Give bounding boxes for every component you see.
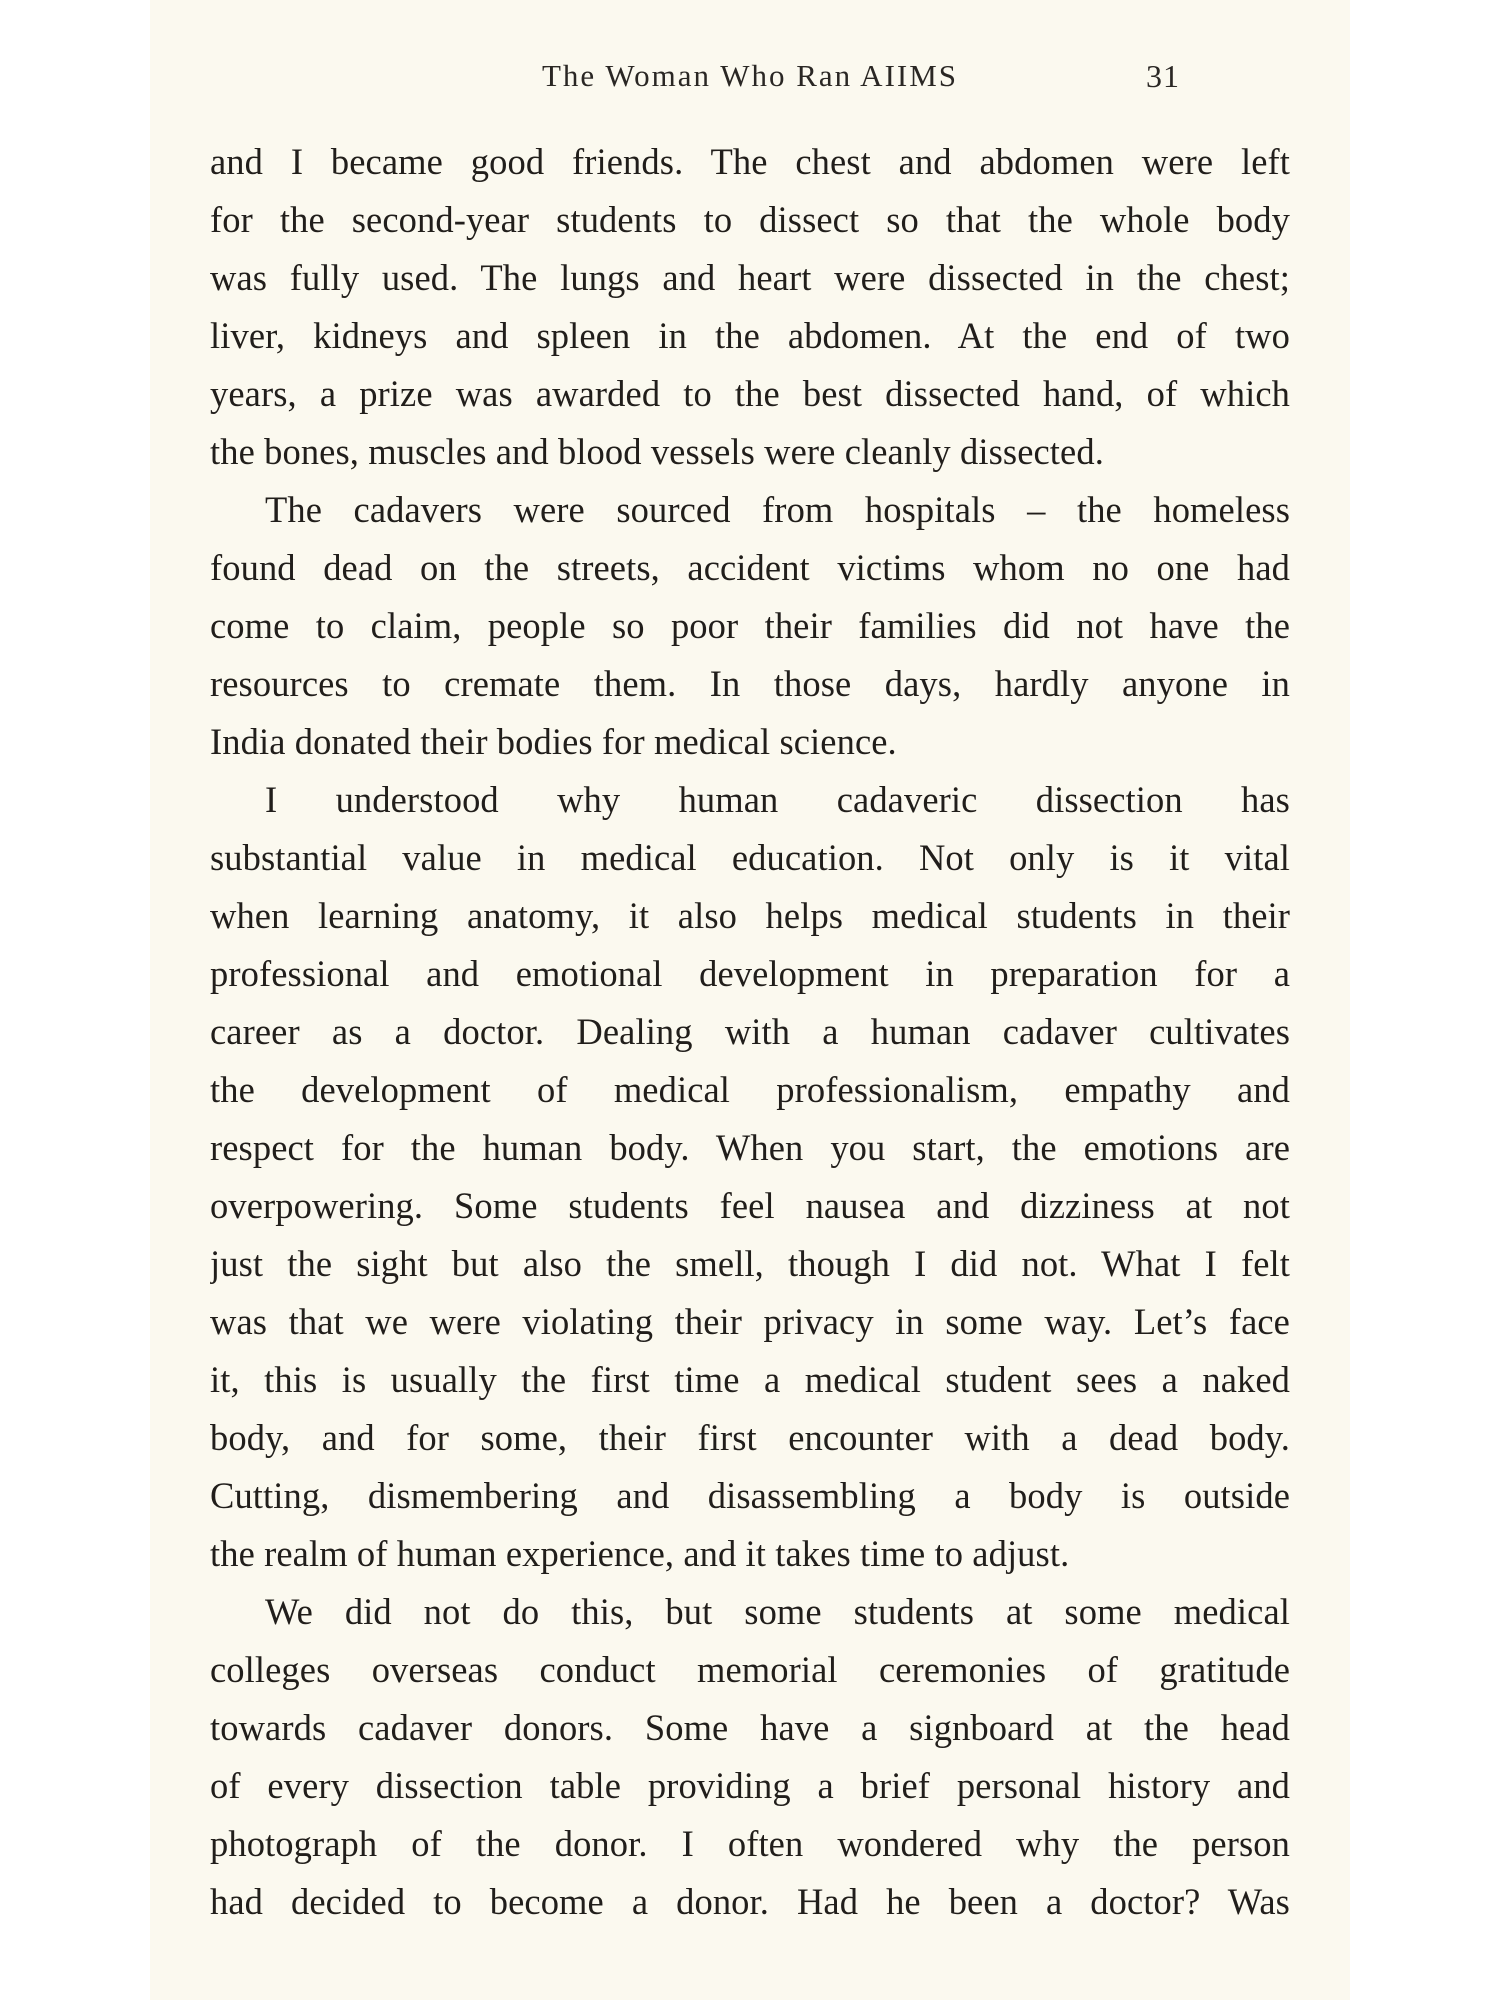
text-line: it, this is usually the first time a medical student sees a naked — [210, 1359, 1290, 1400]
text-line: the realm of human experience, and it takes time to adjust. — [210, 1533, 1070, 1574]
book-page — [150, 0, 1350, 2000]
text-line: Cutting, dismembering and disassembling a body is outside — [210, 1475, 1290, 1516]
page-number: 31 — [1146, 58, 1180, 94]
text-line: photograph of the donor. I often wondered why the person — [210, 1823, 1290, 1864]
text-line: come to claim, people so poor their families did not have the — [210, 605, 1290, 646]
text-line: overpowering. Some students feel nausea and dizziness at not — [210, 1185, 1290, 1226]
paragraph-3 — [210, 771, 1290, 1583]
text-line: liver, kidneys and spleen in the abdomen. At the end of two — [210, 315, 1290, 356]
text-line: and I became good friends. The chest and abdomen were left — [210, 141, 1290, 182]
text-line: found dead on the streets, accident victims whom no one had — [210, 547, 1290, 588]
text-line: the bones, muscles and blood vessels were cleanly dissected. — [210, 431, 1104, 472]
text-line: resources to cremate them. In those days, hardly anyone in — [210, 663, 1290, 704]
text-line: the development of medical professionalism, empathy and — [210, 1069, 1290, 1110]
text-line: for the second-year students to dissect so that the whole body — [210, 199, 1290, 240]
text-line: colleges overseas conduct memorial ceremonies of gratitude — [210, 1649, 1290, 1690]
text-line: body, and for some, their first encounter with a dead body. — [210, 1417, 1290, 1458]
text-line: substantial value in medical education. Not only is it vital — [210, 837, 1290, 878]
running-head: The Woman Who Ran AIIMS — [541, 58, 959, 93]
text-line: respect for the human body. When you start, the emotions are — [210, 1127, 1290, 1168]
text-line: of every dissection table providing a brief personal history and — [210, 1765, 1290, 1806]
text-line: was that we were violating their privacy in some way. Let’s face — [210, 1301, 1290, 1342]
paragraph-4 — [210, 1583, 1290, 1931]
text-line: I understood why human cadaveric dissection has — [265, 779, 1290, 820]
text-line: The cadavers were sourced from hospitals – the homeless — [265, 489, 1290, 530]
text-line: We did not do this, but some students at some medical — [265, 1591, 1290, 1632]
text-line: India donated their bodies for medical science. — [210, 721, 897, 762]
text-line: when learning anatomy, it also helps medical students in their — [210, 895, 1290, 936]
text-line: had decided to become a donor. Had he been a doctor? Was — [210, 1881, 1290, 1922]
text-line: was fully used. The lungs and heart were dissected in the chest; — [210, 257, 1290, 298]
paragraph-1 — [210, 133, 1290, 481]
text-line: years, a prize was awarded to the best dissected hand, of which — [210, 373, 1290, 414]
body-text — [210, 133, 1290, 1983]
page-header — [150, 58, 1350, 98]
text-line: professional and emotional development in preparation for a — [210, 953, 1290, 994]
text-line: career as a doctor. Dealing with a human cadaver cultivates — [210, 1011, 1290, 1052]
paragraph-2 — [210, 481, 1290, 771]
text-line: towards cadaver donors. Some have a signboard at the head — [210, 1707, 1290, 1748]
text-line: just the sight but also the smell, though I did not. What I felt — [210, 1243, 1290, 1284]
